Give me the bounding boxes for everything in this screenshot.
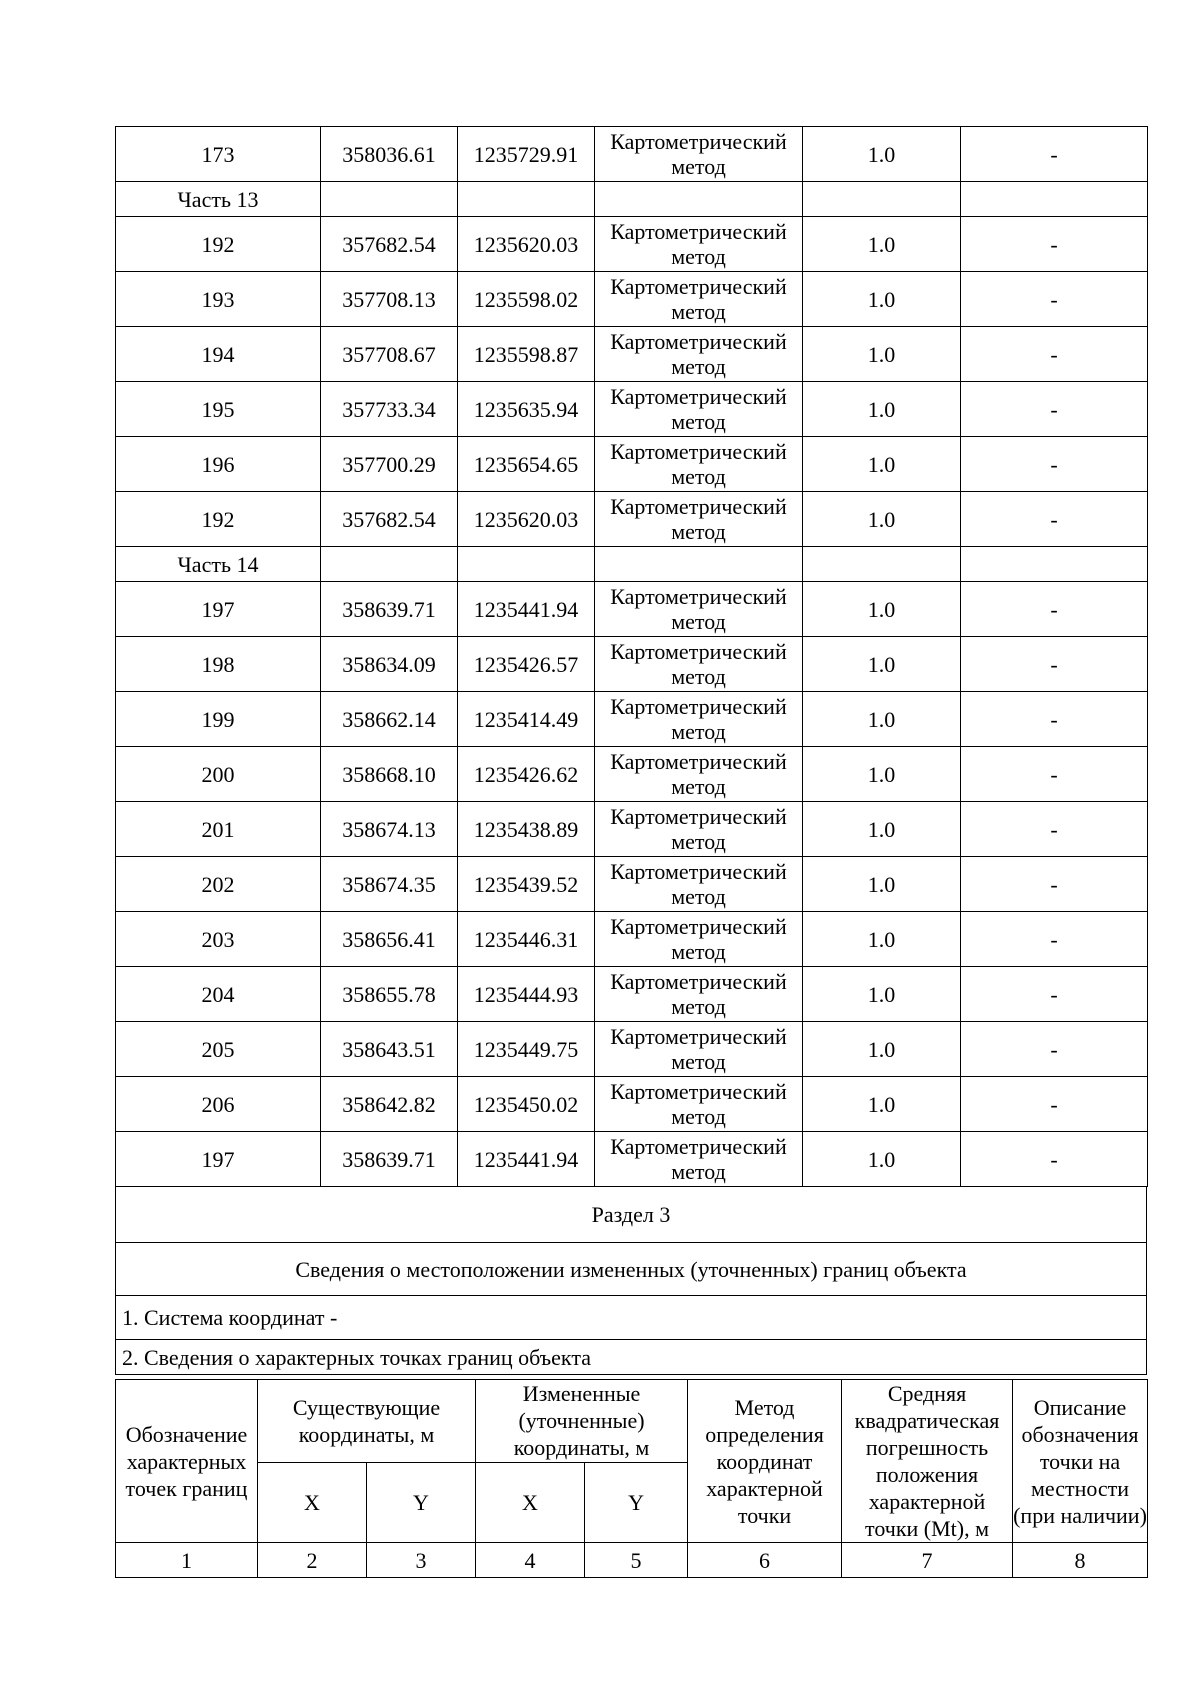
description: -: [961, 217, 1148, 272]
description: -: [961, 967, 1148, 1022]
table-row: [116, 1022, 1148, 1077]
table-row: [116, 747, 1148, 802]
coord-y: 1235598.87: [458, 327, 595, 382]
point-id: 197: [116, 582, 321, 637]
coord-x: 358639.71: [321, 1132, 458, 1187]
header-changed: Измененные (уточненные) координаты, м: [476, 1380, 688, 1463]
method: Картометрический метод: [595, 857, 803, 912]
coord-x: 357700.29: [321, 437, 458, 492]
accuracy: 1.0: [803, 217, 961, 272]
header-accuracy: Средняя квадратическая погрешность положения характерной точки (Mt), м: [842, 1380, 1013, 1543]
accuracy: 1.0: [803, 802, 961, 857]
coord-x: 358668.10: [321, 747, 458, 802]
empty-cell: [961, 182, 1148, 217]
point-id: 203: [116, 912, 321, 967]
table-row: [116, 1132, 1148, 1187]
table-row: [116, 272, 1148, 327]
accuracy: 1.0: [803, 582, 961, 637]
method: Картометрический метод: [595, 967, 803, 1022]
method: Картометрический метод: [595, 582, 803, 637]
table-row: [116, 802, 1148, 857]
table-row: [116, 637, 1148, 692]
point-id: 193: [116, 272, 321, 327]
column-number: 4: [476, 1543, 585, 1578]
coord-y: 1235414.49: [458, 692, 595, 747]
coord-y: 1235426.62: [458, 747, 595, 802]
coord-y: 1235446.31: [458, 912, 595, 967]
method: Картометрический метод: [595, 492, 803, 547]
table-row: [116, 967, 1148, 1022]
table-row: [116, 217, 1148, 272]
empty-cell: [321, 182, 458, 217]
accuracy: 1.0: [803, 912, 961, 967]
coord-x: 358674.35: [321, 857, 458, 912]
column-number: 2: [258, 1543, 367, 1578]
coordinates-table: [115, 126, 1148, 1187]
coord-x: 358674.13: [321, 802, 458, 857]
accuracy: 1.0: [803, 1077, 961, 1132]
table-row: [116, 692, 1148, 747]
point-id: 201: [116, 802, 321, 857]
description: -: [961, 802, 1148, 857]
coord-y: 1235620.03: [458, 217, 595, 272]
point-id: 205: [116, 1022, 321, 1077]
accuracy: 1.0: [803, 692, 961, 747]
part-row: [116, 182, 1148, 217]
table-row: [116, 1077, 1148, 1132]
description: -: [961, 1077, 1148, 1132]
description: -: [961, 912, 1148, 967]
method: Картометрический метод: [595, 272, 803, 327]
description: -: [961, 272, 1148, 327]
point-id: 194: [116, 327, 321, 382]
method: Картометрический метод: [595, 747, 803, 802]
accuracy: 1.0: [803, 857, 961, 912]
description: -: [961, 857, 1148, 912]
point-id: 197: [116, 1132, 321, 1187]
accuracy: 1.0: [803, 1132, 961, 1187]
empty-cell: [458, 182, 595, 217]
method: Картометрический метод: [595, 382, 803, 437]
table-row: [116, 327, 1148, 382]
point-id: 206: [116, 1077, 321, 1132]
header-changed-x: X: [476, 1462, 585, 1543]
table-row: [116, 437, 1148, 492]
section-title: Раздел 3: [116, 1187, 1147, 1243]
coord-x: 358662.14: [321, 692, 458, 747]
coordinate-system: 1. Система координат -: [116, 1296, 1147, 1340]
part-label: Часть 13: [116, 182, 321, 217]
accuracy: 1.0: [803, 747, 961, 802]
accuracy: 1.0: [803, 127, 961, 182]
section-3-table: [115, 1186, 1147, 1375]
header-method: Метод определения координат характерной точки: [688, 1380, 842, 1543]
accuracy: 1.0: [803, 1022, 961, 1077]
point-id: 204: [116, 967, 321, 1022]
coord-y: 1235729.91: [458, 127, 595, 182]
description: -: [961, 437, 1148, 492]
coord-y: 1235426.57: [458, 637, 595, 692]
empty-cell: [803, 182, 961, 217]
accuracy: 1.0: [803, 637, 961, 692]
coord-x: 357682.54: [321, 492, 458, 547]
accuracy: 1.0: [803, 327, 961, 382]
accuracy: 1.0: [803, 437, 961, 492]
description: -: [961, 327, 1148, 382]
table-row: [116, 857, 1148, 912]
description: -: [961, 1022, 1148, 1077]
description: -: [961, 582, 1148, 637]
coord-y: 1235441.94: [458, 1132, 595, 1187]
coord-x: 358656.41: [321, 912, 458, 967]
method: Картометрический метод: [595, 127, 803, 182]
coord-y: 1235441.94: [458, 582, 595, 637]
coord-y: 1235654.65: [458, 437, 595, 492]
table-row: [116, 912, 1148, 967]
method: Картометрический метод: [595, 1077, 803, 1132]
coord-x: 357708.13: [321, 272, 458, 327]
table-row: [116, 127, 1148, 182]
point-id: 173: [116, 127, 321, 182]
coord-y: 1235444.93: [458, 967, 595, 1022]
description: -: [961, 382, 1148, 437]
coord-x: 358036.61: [321, 127, 458, 182]
coord-y: 1235449.75: [458, 1022, 595, 1077]
empty-cell: [595, 182, 803, 217]
header-existing: Существующие координаты, м: [258, 1380, 476, 1463]
header-changed-y: Y: [585, 1462, 688, 1543]
point-id: 199: [116, 692, 321, 747]
coord-x: 358643.51: [321, 1022, 458, 1077]
method: Картометрический метод: [595, 217, 803, 272]
coord-x: 358634.09: [321, 637, 458, 692]
coord-x: 357708.67: [321, 327, 458, 382]
accuracy: 1.0: [803, 492, 961, 547]
point-id: 195: [116, 382, 321, 437]
header-existing-y: Y: [367, 1462, 476, 1543]
coord-y: 1235439.52: [458, 857, 595, 912]
accuracy: 1.0: [803, 272, 961, 327]
table-row: [116, 382, 1148, 437]
section-subtitle: Сведения о местоположении измененных (уточненных) границ объекта: [116, 1243, 1147, 1296]
coord-x: 357733.34: [321, 382, 458, 437]
part-label: Часть 14: [116, 547, 321, 582]
empty-cell: [595, 547, 803, 582]
method: Картометрический метод: [595, 437, 803, 492]
table-row: [116, 492, 1148, 547]
description: -: [961, 1132, 1148, 1187]
description: -: [961, 492, 1148, 547]
column-number: 7: [842, 1543, 1013, 1578]
coord-x: 357682.54: [321, 217, 458, 272]
description: -: [961, 637, 1148, 692]
description: -: [961, 692, 1148, 747]
point-id: 192: [116, 217, 321, 272]
header-designation: Обозначение характерных точек границ: [116, 1380, 258, 1543]
accuracy: 1.0: [803, 967, 961, 1022]
header-table: [115, 1379, 1148, 1578]
empty-cell: [458, 547, 595, 582]
empty-cell: [961, 547, 1148, 582]
column-number: 5: [585, 1543, 688, 1578]
method: Картометрический метод: [595, 912, 803, 967]
description: -: [961, 747, 1148, 802]
method: Картометрический метод: [595, 1132, 803, 1187]
accuracy: 1.0: [803, 382, 961, 437]
point-id: 192: [116, 492, 321, 547]
part-row: [116, 547, 1148, 582]
table-row: [116, 582, 1148, 637]
point-id: 200: [116, 747, 321, 802]
coord-x: 358655.78: [321, 967, 458, 1022]
coord-y: 1235635.94: [458, 382, 595, 437]
column-number: 3: [367, 1543, 476, 1578]
empty-cell: [803, 547, 961, 582]
coord-y: 1235598.02: [458, 272, 595, 327]
method: Картометрический метод: [595, 692, 803, 747]
point-id: 198: [116, 637, 321, 692]
point-id: 196: [116, 437, 321, 492]
header-existing-x: X: [258, 1462, 367, 1543]
method: Картометрический метод: [595, 327, 803, 382]
method: Картометрический метод: [595, 637, 803, 692]
method: Картометрический метод: [595, 802, 803, 857]
method: Картометрический метод: [595, 1022, 803, 1077]
coord-x: 358642.82: [321, 1077, 458, 1132]
description: -: [961, 127, 1148, 182]
point-id: 202: [116, 857, 321, 912]
coord-y: 1235450.02: [458, 1077, 595, 1132]
points-info-heading: 2. Сведения о характерных точках границ объекта: [116, 1340, 1147, 1375]
column-number: 6: [688, 1543, 842, 1578]
coord-x: 358639.71: [321, 582, 458, 637]
column-number: 1: [116, 1543, 258, 1578]
coord-y: 1235438.89: [458, 802, 595, 857]
coord-y: 1235620.03: [458, 492, 595, 547]
empty-cell: [321, 547, 458, 582]
header-description: Описание обозначения точки на местности (при наличии): [1013, 1380, 1148, 1543]
column-number: 8: [1013, 1543, 1148, 1578]
